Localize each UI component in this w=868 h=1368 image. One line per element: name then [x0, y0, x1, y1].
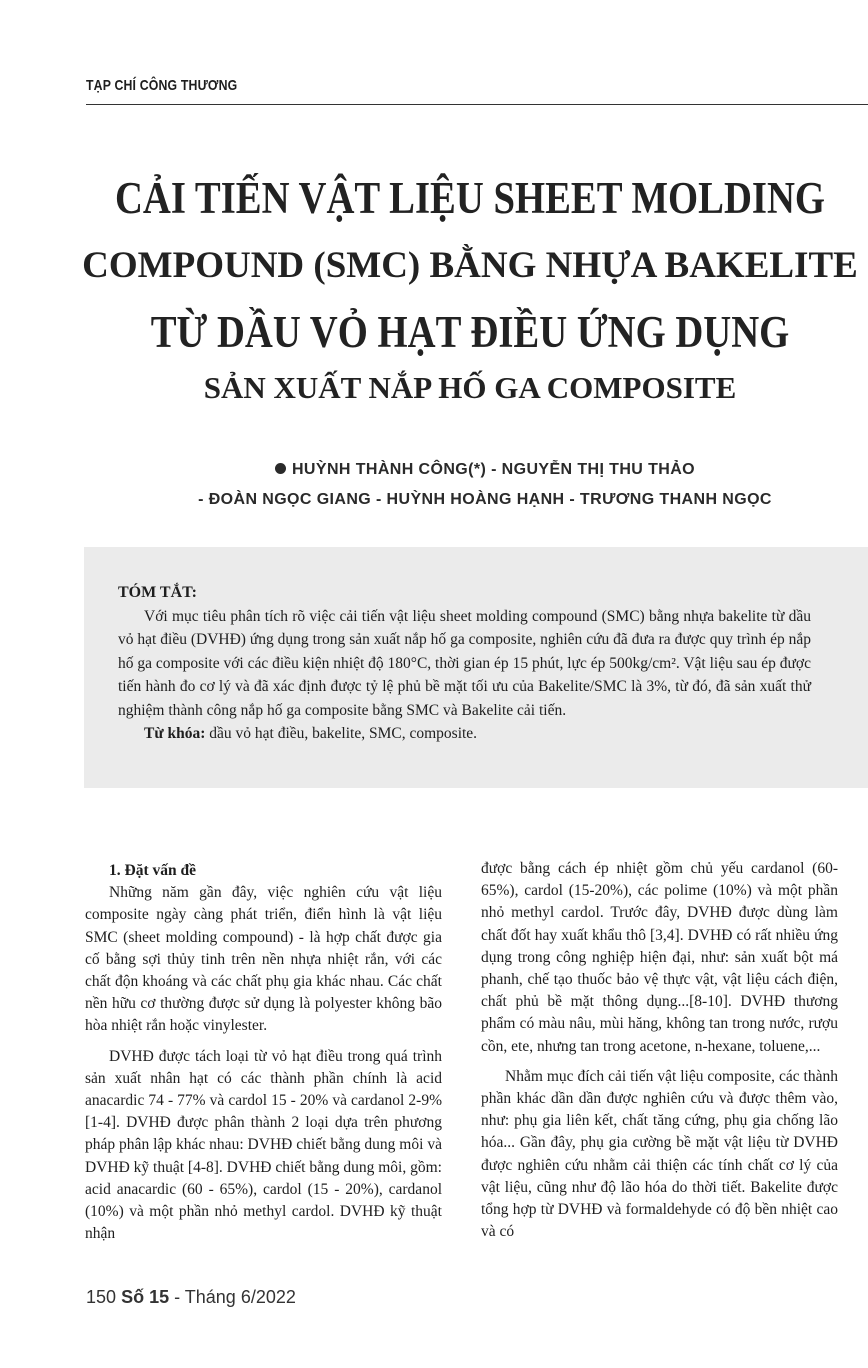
abstract-text: Với mục tiêu phân tích rõ việc cải tiến vật liệu sheet molding compound (SMC) bằng nhựa bakelite từ dầu vỏ hạt điều (DVHĐ) ứng dụng trong sản xuất nắp hố ga composite, nghiên cứu đã đưa ra được quy trình ép nắp hố ga composite với các điều kiện nhiệt độ 180°C, thời gian ép 15 phút, lực ép 500kg/cm². Vật liệu sau ép được tiến hành đo cơ lý và đã xác định được tỷ lệ phủ bề mặt tối ưu của Bakelite/SMC là 3%, từ đó, đã sản xuất thử nghiệm thành công nắp hố ga composite bằng SMC và Bakelite cải tiến.: [118, 607, 811, 719]
bullet-icon: [275, 463, 286, 474]
keywords-label: Từ khóa:: [144, 725, 206, 742]
keywords: [118, 722, 811, 746]
abstract-heading: TÓM TẮT:: [118, 584, 197, 601]
authors-line-1: [140, 461, 830, 479]
keywords-text: dầu vỏ hạt điều, bakelite, SMC, composite.: [209, 725, 478, 742]
page-number: 150: [86, 1287, 117, 1307]
section-heading: 1. Đặt vấn đề: [109, 862, 196, 879]
title-line-1: CẢI TIẾN VẬT LIỆU SHEET MOLDING: [114, 173, 826, 223]
paragraph: DVHĐ được tách loại từ vỏ hạt điều trong quá trình sản xuất nhân hạt có các thành phần chính là acid anacardic 74 - 77% và cardol 15 - 20% và cardanol 2-9% [1-4]. DVHĐ được phân thành 2 loại dựa trên phương pháp phân lập khác nhau: DVHĐ chiết bằng dung môi và DVHĐ kỹ thuật [4-8]. DVHĐ chiết bằng dung môi, gồm: acid anacardic (60 - 65%), cardol (15 - 20%), cardanol (10%) và một phần nhỏ methyl cardol. DVHĐ kỹ thuật nhận: [85, 1047, 442, 1243]
journal-name: TẠP CHÍ CÔNG THƯƠNG: [86, 77, 238, 94]
left-column: [85, 860, 442, 1245]
title-line-3: TỪ DẦU VỎ HẠT ĐIỀU ỨNG DỤNG: [150, 307, 790, 357]
title-line-4: SẢN XUẤT NẮP HỐ GA COMPOSITE: [203, 370, 737, 405]
right-column: [481, 858, 838, 1243]
paragraph: được bằng cách ép nhiệt gồm chủ yếu cardanol (60-65%), cardol (15-20%), các polime (10%) và một phần nhỏ methyl cardol. Trước đây, DVHĐ được dùng làm chất đốt hay xuất khẩu thô [3,4]. DVHĐ có rất nhiều ứng dụng trong công nghiệp hiện đại, như: sản xuất bột má phanh, chế tạo thuốc bảo vệ thực vật, vật liệu cách điện, chất phủ bề mặt thông dụng...[8-10]. DVHĐ thương phẩm có màu nâu, mùi hăng, không tan trong nước, rượu cồn, ete, nhưng tan trong acetone, n-hexane, toluene,...: [481, 860, 838, 1055]
issue-date: - Tháng 6/2022: [174, 1287, 296, 1307]
abstract-box: [84, 547, 868, 788]
title-line-2: COMPOUND (SMC) BẰNG NHỰA BAKELITE: [82, 245, 858, 286]
issue-number: Số 15: [121, 1287, 170, 1307]
page-footer: [86, 1287, 296, 1308]
authors-text-1: HUỲNH THÀNH CÔNG(*) - NGUYỄN THỊ THU THẢO: [291, 461, 696, 478]
header-rule: [86, 104, 868, 105]
paragraph: Nhằm mục đích cải tiến vật liệu composite, các thành phần khác dần dần được nghiên cứu và được thêm vào, như: phụ gia liên kết, chất tăng cứng, phụ gia chống lão hóa... Gần đây, phụ gia cường bề mặt vật liệu từ DVHĐ được nghiên cứu nhằm cải thiện các tính chất cơ lý của vật liệu, cũng như độ lão hóa do thời tiết. Bakelite được tổng hợp từ DVHĐ và formaldehyde có độ bền nhiệt cao và có: [481, 1067, 838, 1241]
paragraph: Những năm gần đây, việc nghiên cứu vật liệu composite ngày càng phát triển, điển hình là vật liệu SMC (sheet molding compound) - là hợp chất được gia cố bằng sợi thủy tinh trên nền nhựa nhiệt rắn, với các chất độn khoáng và các chất phụ gia khác nhau. Các chất nền hữu cơ thường được sử dụng là polyester không bão hòa nhiệt rắn hoặc vinylester.: [85, 884, 442, 1035]
authors-line-2: - ĐOÀN NGỌC GIANG - HUỲNH HOÀNG HẠNH - TRƯƠNG THANH NGỌC: [198, 491, 772, 508]
